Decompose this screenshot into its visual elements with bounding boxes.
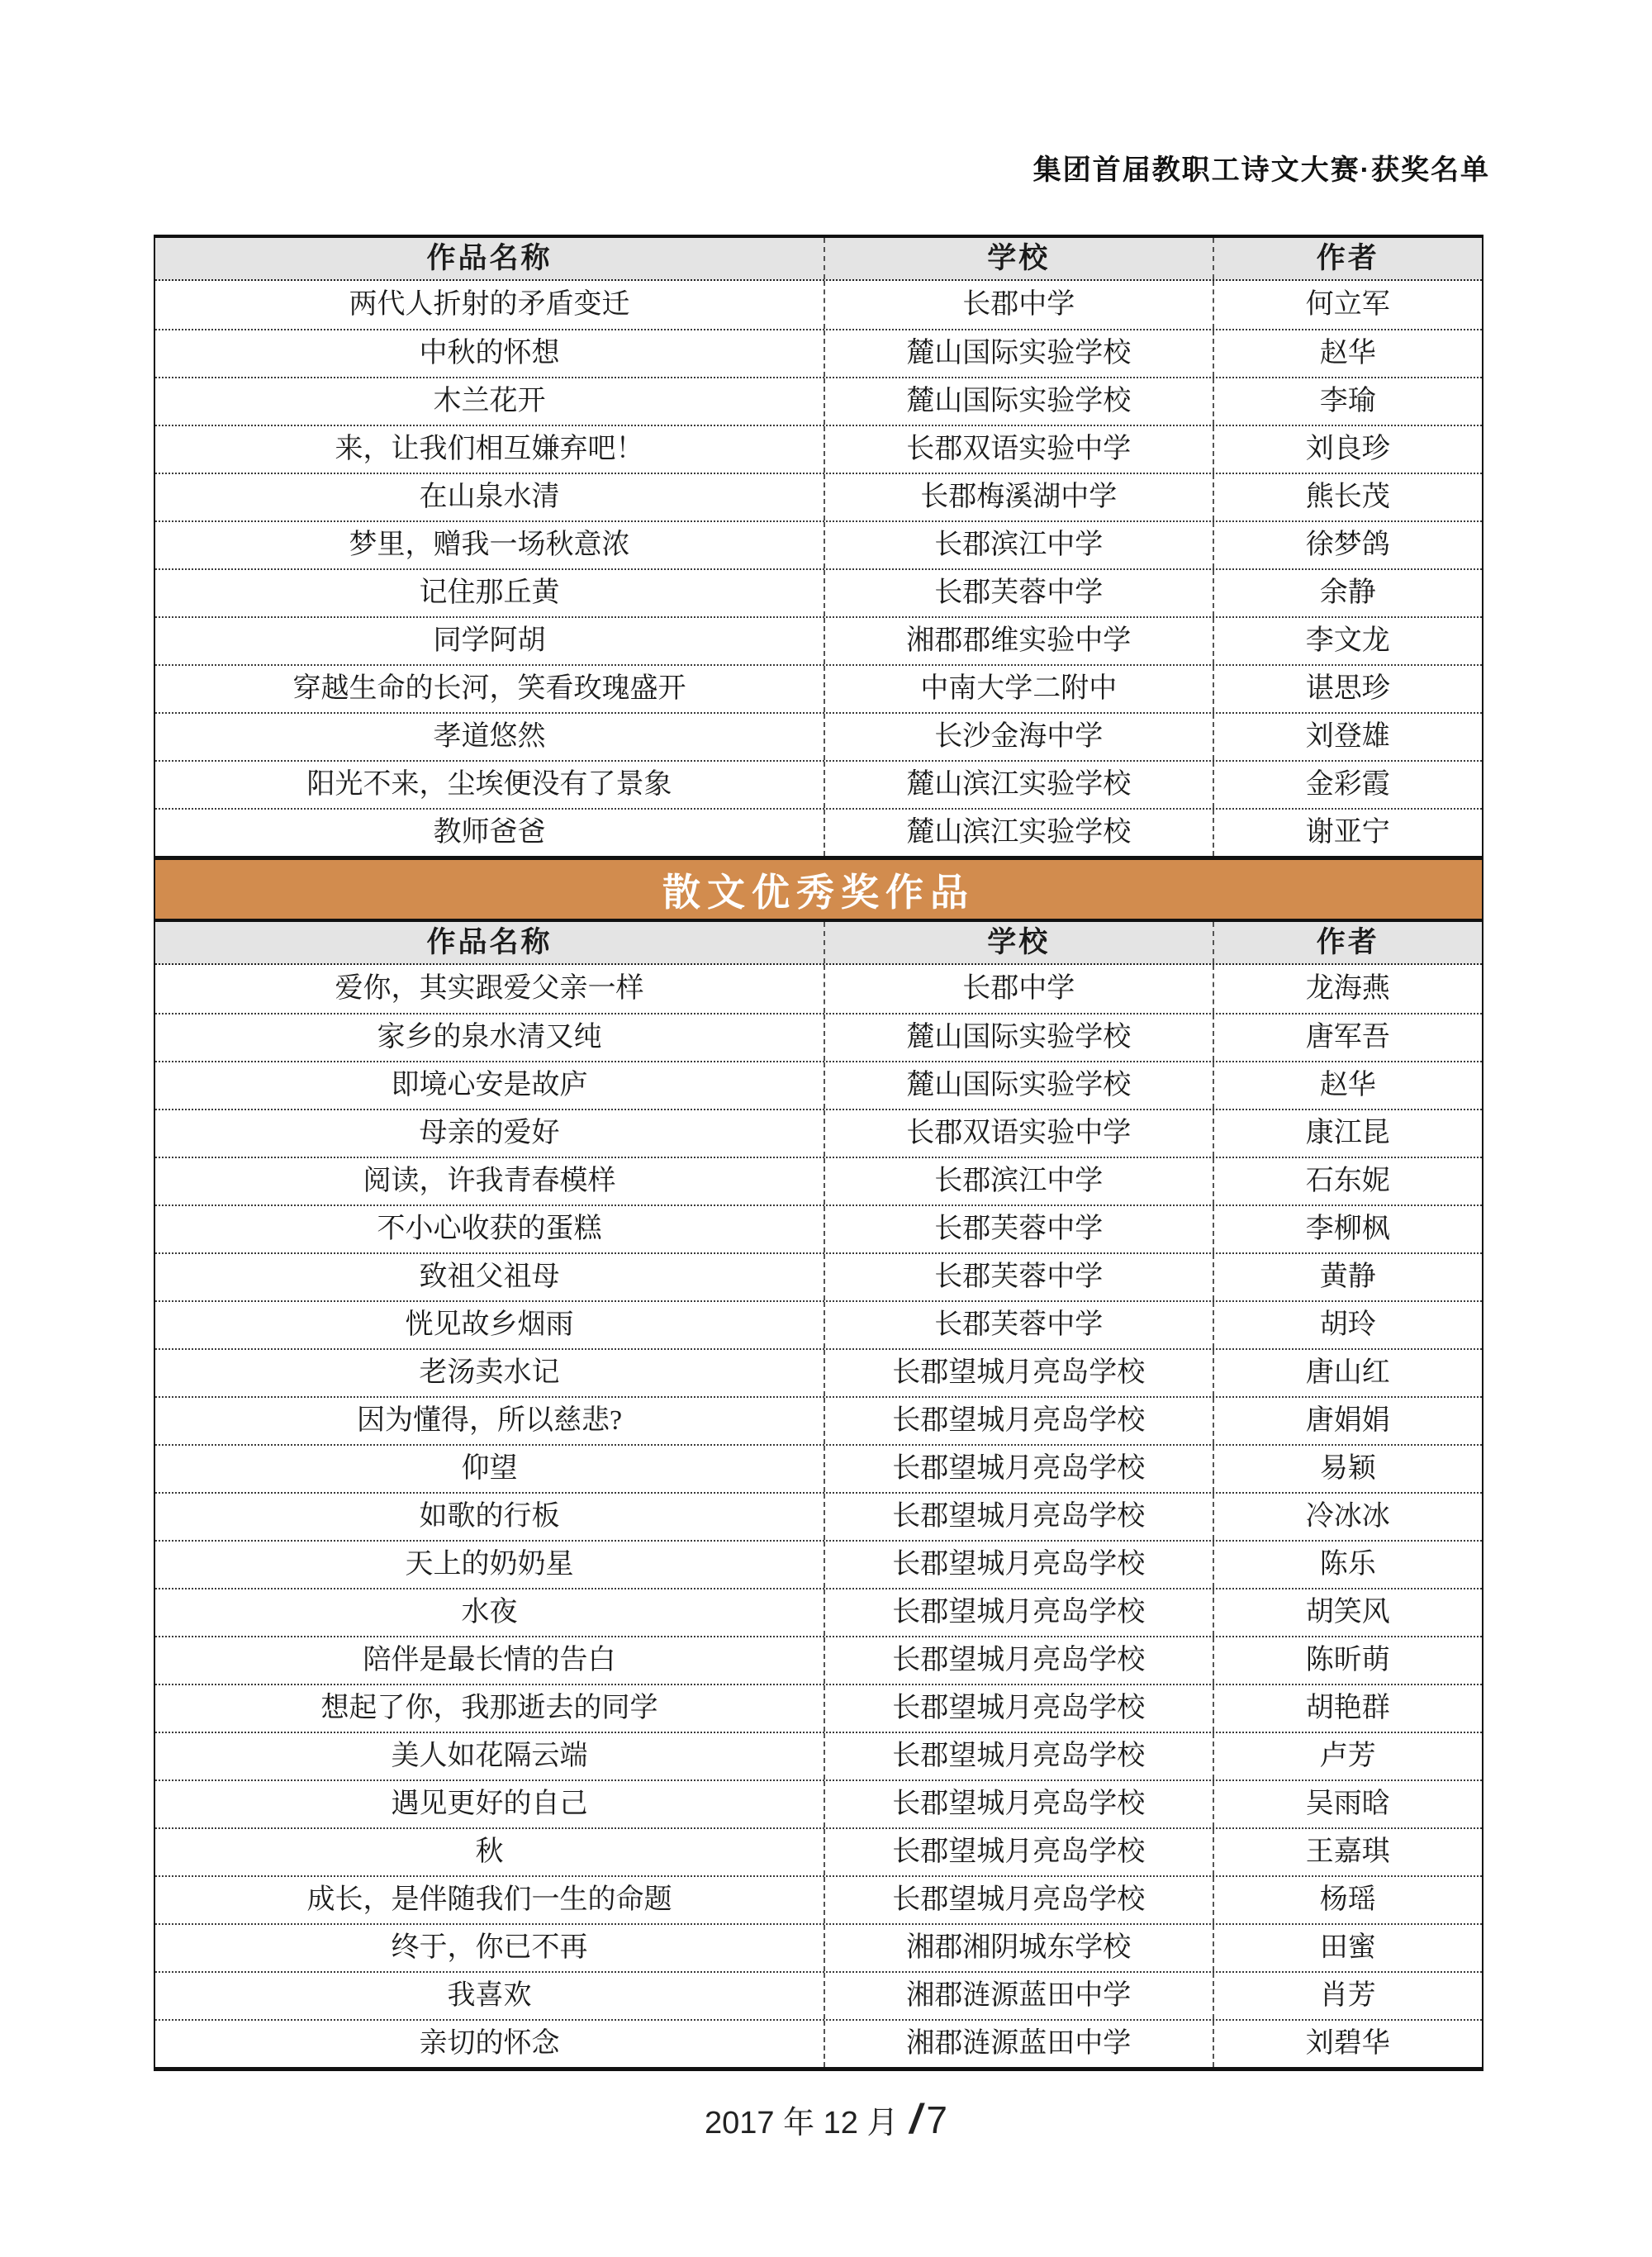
- cell-school: 麓山国际实验学校: [825, 330, 1214, 377]
- cell-author: 胡玲: [1319, 1309, 1376, 1341]
- table-row: [155, 712, 1482, 760]
- table-header-row: [155, 922, 1482, 965]
- cell-author: 石东妮: [1305, 1166, 1390, 1197]
- cell-title: 终于，你已不再: [155, 1925, 825, 1971]
- page-footer: [0, 2095, 1652, 2143]
- cell-title: 家乡的泉水清又纯: [155, 1014, 825, 1061]
- cell-school: 长郡望城月亮岛学校: [825, 1829, 1214, 1875]
- cell-author: 李文龙: [1305, 625, 1390, 657]
- cell-school: 长郡芙蓉中学: [825, 1206, 1214, 1252]
- footer-page-number: 7: [926, 2098, 947, 2141]
- table-row: [155, 1588, 1482, 1636]
- cell-title: 在山泉水清: [155, 474, 825, 520]
- cell-author: 黄静: [1319, 1262, 1376, 1293]
- cell-school: 长郡望城月亮岛学校: [825, 1494, 1214, 1540]
- cell-title: 仰望: [155, 1446, 825, 1492]
- footer-date: 2017 年 12 月: [705, 2106, 899, 2141]
- cell-title: 水夜: [155, 1589, 825, 1636]
- cell-author: 冷冰冰: [1305, 1501, 1390, 1532]
- cell-school: 长郡望城月亮岛学校: [825, 1542, 1214, 1588]
- cell-title: 遇见更好的自己: [155, 1781, 825, 1827]
- table-row: [155, 1684, 1482, 1732]
- cell-school: 麓山国际实验学校: [825, 1014, 1214, 1061]
- cell-title: 亲切的怀念: [155, 2021, 825, 2067]
- cell-title: 两代人折射的矛盾变迁: [155, 281, 825, 329]
- cell-school: 长郡望城月亮岛学校: [825, 1733, 1214, 1779]
- cell-title: 来，让我们相互嫌弃吧！: [155, 426, 825, 473]
- cell-author: 刘登雄: [1305, 721, 1390, 753]
- cell-title: 穿越生命的长河，笑看玫瑰盛开: [155, 666, 825, 712]
- page-header-title: 集团首届教职工诗文大赛·获奖名单: [1032, 154, 1490, 186]
- table-header-row: [155, 238, 1482, 281]
- cell-author: 胡笑风: [1305, 1597, 1390, 1628]
- table-row: [155, 1779, 1482, 1827]
- cell-school: 长郡望城月亮岛学校: [825, 1589, 1214, 1636]
- cell-title: 因为懂得，所以慈悲?: [155, 1398, 825, 1444]
- cell-title: 恍见故乡烟雨: [155, 1302, 825, 1348]
- cell-author: 赵华: [1319, 1070, 1376, 1101]
- table-row: [155, 1348, 1482, 1396]
- cell-title: 中秋的怀想: [155, 330, 825, 377]
- cell-school: 长郡双语实验中学: [825, 426, 1214, 473]
- table-row: [155, 1971, 1482, 2019]
- table-row: [155, 473, 1482, 520]
- awards-content: [154, 235, 1483, 2071]
- cell-title: 梦里，赠我一场秋意浓: [155, 522, 825, 568]
- table-row: [155, 1444, 1482, 1492]
- table-row: [155, 568, 1482, 616]
- table-row: [155, 1540, 1482, 1588]
- cell-author: 何立军: [1305, 289, 1390, 321]
- cell-author: 徐梦鸽: [1305, 530, 1390, 561]
- cell-school: 长郡芙蓉中学: [825, 1254, 1214, 1300]
- table-row: [155, 760, 1482, 808]
- cell-school: 长郡梅溪湖中学: [825, 474, 1214, 520]
- cell-author: 谢亚宁: [1305, 817, 1390, 848]
- cell-author: 吴雨晗: [1305, 1789, 1390, 1820]
- cell-school: 长郡中学: [825, 281, 1214, 329]
- cell-school: 长郡滨江中学: [825, 522, 1214, 568]
- cell-title: 记住那丘黄: [155, 570, 825, 616]
- cell-author: 赵华: [1319, 338, 1376, 369]
- cell-title: 秋: [155, 1829, 825, 1875]
- table-row: [155, 1252, 1482, 1300]
- table-row: [155, 1732, 1482, 1779]
- cell-school: 中南大学二附中: [825, 666, 1214, 712]
- cell-school: 长郡望城月亮岛学校: [825, 1350, 1214, 1396]
- cell-author: 李柳枫: [1305, 1214, 1390, 1245]
- cell-school: 麓山国际实验学校: [825, 378, 1214, 425]
- cell-author: 唐山红: [1305, 1357, 1390, 1389]
- table-row: [155, 1636, 1482, 1684]
- table-row: [155, 965, 1482, 1013]
- cell-school: 麓山滨江实验学校: [825, 810, 1214, 856]
- cell-author: 刘良珍: [1305, 434, 1390, 465]
- table-row: [155, 377, 1482, 425]
- cell-school: 长郡望城月亮岛学校: [825, 1446, 1214, 1492]
- award-table-essay-excellence: [154, 919, 1483, 2071]
- table-row: [155, 616, 1482, 664]
- cell-author: 田蜜: [1319, 1932, 1376, 1964]
- cell-title: 天上的奶奶星: [155, 1542, 825, 1588]
- cell-school: 湘郡湘阴城东学校: [825, 1925, 1214, 1971]
- cell-title: 如歌的行板: [155, 1494, 825, 1540]
- cell-author: 龙海燕: [1305, 973, 1390, 1005]
- cell-school: 麓山国际实验学校: [825, 1062, 1214, 1109]
- table-row: [155, 2019, 1482, 2067]
- cell-title: 阳光不来，尘埃便没有了景象: [155, 762, 825, 808]
- table-row: [155, 281, 1482, 329]
- cell-title: 同学阿胡: [155, 618, 825, 664]
- cell-title: 想起了你，我那逝去的同学: [155, 1685, 825, 1732]
- cell-school: 长郡望城月亮岛学校: [825, 1637, 1214, 1684]
- table-row: [155, 1923, 1482, 1971]
- cell-school: 长郡芙蓉中学: [825, 570, 1214, 616]
- cell-school: 湘郡涟源蓝田中学: [825, 1973, 1214, 2019]
- cell-title: 母亲的爱好: [155, 1110, 825, 1157]
- cell-author: 康江昆: [1305, 1118, 1390, 1149]
- cell-title: 即境心安是故庐: [155, 1062, 825, 1109]
- column-header-title: 作品名称: [155, 922, 825, 963]
- award-table-first-section: [154, 235, 1483, 860]
- table-row: [155, 1205, 1482, 1252]
- table-row: [155, 664, 1482, 712]
- cell-title: 美人如花隔云端: [155, 1733, 825, 1779]
- section-banner-essay-excellence: 散文优秀奖作品: [154, 860, 1483, 919]
- cell-author: 唐娟娟: [1305, 1405, 1390, 1437]
- cell-author: 陈昕萌: [1305, 1645, 1390, 1676]
- footer-slash: /: [909, 2096, 922, 2142]
- cell-author: 李瑜: [1319, 386, 1376, 417]
- cell-title: 孝道悠然: [155, 714, 825, 760]
- cell-author: 陈乐: [1319, 1549, 1376, 1580]
- cell-school: 长郡滨江中学: [825, 1158, 1214, 1205]
- table-row: [155, 1396, 1482, 1444]
- cell-school: 麓山滨江实验学校: [825, 762, 1214, 808]
- cell-title: 教师爸爸: [155, 810, 825, 856]
- cell-author: 肖芳: [1319, 1980, 1376, 2012]
- table-row: [155, 808, 1482, 856]
- cell-author: 唐军吾: [1305, 1022, 1390, 1053]
- cell-school: 长郡双语实验中学: [825, 1110, 1214, 1157]
- cell-school: 长郡中学: [825, 965, 1214, 1013]
- table-row: [155, 1157, 1482, 1205]
- column-header-author: 作者: [1316, 241, 1379, 274]
- cell-title: 爱你，其实跟爱父亲一样: [155, 965, 825, 1013]
- table-body: [155, 965, 1482, 2067]
- cell-author: 胡艳群: [1305, 1693, 1390, 1724]
- table-row: [155, 1109, 1482, 1157]
- cell-author: 刘碧华: [1305, 2028, 1390, 2060]
- cell-school: 长郡望城月亮岛学校: [825, 1398, 1214, 1444]
- cell-school: 长郡望城月亮岛学校: [825, 1685, 1214, 1732]
- cell-title: 阅读，许我青春模样: [155, 1158, 825, 1205]
- cell-school: 湘郡郡维实验中学: [825, 618, 1214, 664]
- cell-author: 余静: [1319, 577, 1376, 609]
- cell-author: 熊长茂: [1305, 482, 1390, 513]
- cell-author: 谌思珍: [1305, 673, 1390, 705]
- cell-title: 老汤卖水记: [155, 1350, 825, 1396]
- table-row: [155, 1013, 1482, 1061]
- table-row: [155, 425, 1482, 473]
- table-row: [155, 1492, 1482, 1540]
- cell-author: 卢芳: [1319, 1741, 1376, 1772]
- cell-author: 金彩霞: [1305, 769, 1390, 801]
- cell-author: 王嘉琪: [1305, 1836, 1390, 1868]
- cell-school: 长郡望城月亮岛学校: [825, 1877, 1214, 1923]
- cell-author: 杨瑶: [1319, 1884, 1376, 1916]
- column-header-title: 作品名称: [155, 238, 825, 279]
- table-row: [155, 520, 1482, 568]
- table-row: [155, 1300, 1482, 1348]
- cell-title: 我喜欢: [155, 1973, 825, 2019]
- cell-school: 长郡望城月亮岛学校: [825, 1781, 1214, 1827]
- cell-author: 易颖: [1319, 1453, 1376, 1485]
- table-body: [155, 281, 1482, 856]
- table-row: [155, 1061, 1482, 1109]
- table-row: [155, 1875, 1482, 1923]
- table-row: [155, 1827, 1482, 1875]
- column-header-author: 作者: [1316, 925, 1379, 958]
- cell-school: 长沙金海中学: [825, 714, 1214, 760]
- table-row: [155, 329, 1482, 377]
- cell-title: 致祖父祖母: [155, 1254, 825, 1300]
- column-header-school: 学校: [825, 238, 1214, 279]
- column-header-school: 学校: [825, 922, 1214, 963]
- cell-school: 湘郡涟源蓝田中学: [825, 2021, 1214, 2067]
- cell-title: 不小心收获的蛋糕: [155, 1206, 825, 1252]
- cell-title: 木兰花开: [155, 378, 825, 425]
- cell-title: 成长，是伴随我们一生的命题: [155, 1877, 825, 1923]
- cell-title: 陪伴是最长情的告白: [155, 1637, 825, 1684]
- cell-school: 长郡芙蓉中学: [825, 1302, 1214, 1348]
